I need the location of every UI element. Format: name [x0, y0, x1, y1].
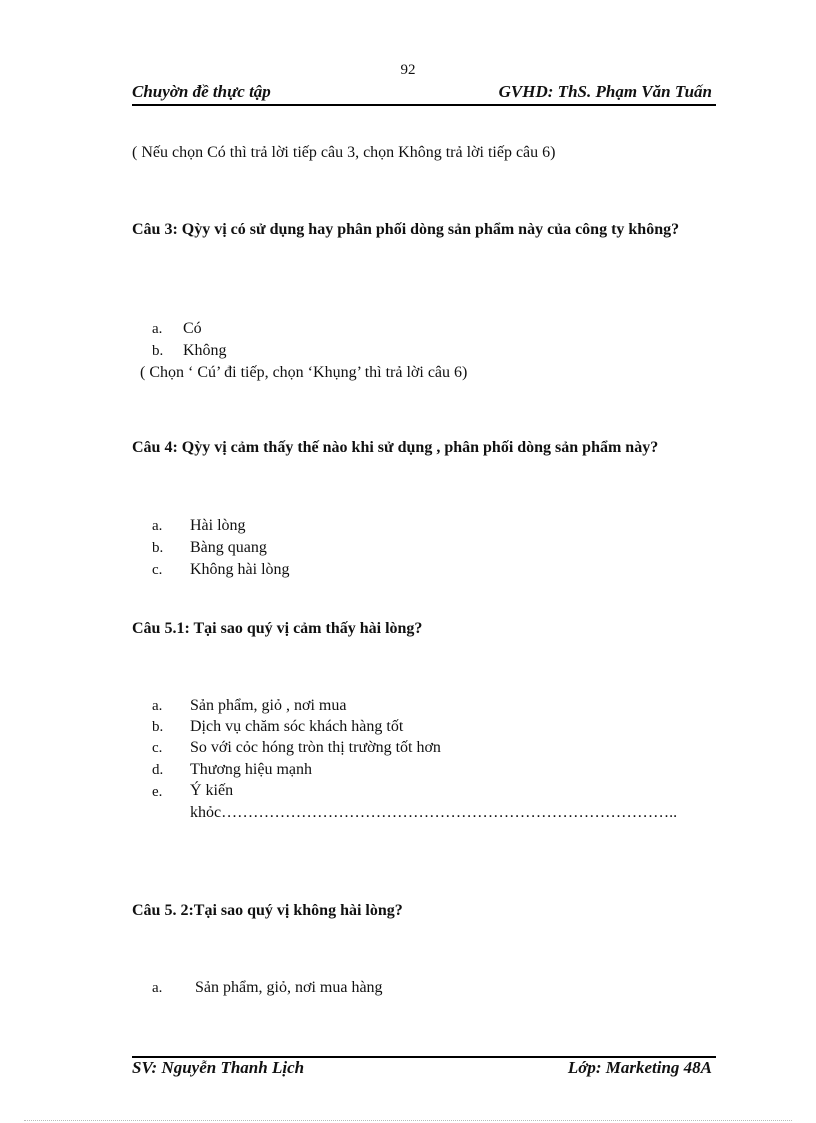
q4-option-text: Bàng quang [190, 539, 267, 556]
q4-option-letter: b. [152, 540, 164, 556]
footer-student: SV: Nguyễn Thanh Lịch [132, 1058, 305, 1077]
intro-note: ( Nếu chọn Có thì trả lời tiếp câu 3, chọn Không trả lời tiếp câu 6) [132, 144, 556, 161]
q4-option-text: Hài lòng [190, 517, 246, 534]
q51-option-text: So với cỏc hóng tròn thị trường tốt hơn [190, 739, 441, 756]
question-3-title: Câu 3: Qỳy vị có sử dụng hay phân phối dòng sản phẩm này của công ty không? [132, 221, 680, 238]
q51-option-text: Dịch vụ chăm sóc khách hàng tốt [190, 718, 404, 735]
q3-option-text: Có [183, 320, 202, 337]
footer-class: Lớp: Marketing 48A [567, 1058, 712, 1077]
q52-option-text: Sản phẩm, giỏ, nơi mua hàng [195, 979, 383, 996]
q4-option-text: Không hài lòng [190, 561, 290, 578]
q51-option-text: Sản phẩm, giỏ , nơi mua [190, 697, 347, 714]
page-number: 92 [400, 62, 416, 78]
q51-option-text: Thương hiệu mạnh [190, 761, 312, 778]
q51-other-answer-line: khỏc………………………………………………………………………….. [190, 804, 678, 821]
q51-option-text: Ý kiến [190, 782, 234, 799]
question-5-2-title: Câu 5. 2:Tại sao quý vị không hài lòng? [132, 902, 403, 919]
q51-option-letter: e. [152, 784, 163, 800]
q52-option-letter: a. [152, 980, 163, 996]
q51-option-letter: d. [152, 762, 164, 778]
header-rule [132, 104, 716, 106]
q3-option-text: Không [183, 342, 227, 359]
header-right-supervisor: GVHD: ThS. Phạm Văn Tuấn [498, 82, 712, 101]
q51-option-letter: b. [152, 719, 164, 735]
question-3-note: ( Chọn ‘ Cú’ đi tiếp, chọn ‘Khụng’ thì trả lời câu 6) [140, 364, 468, 381]
question-5-1-title: Câu 5.1: Tại sao quý vị cảm thấy hài lòng? [132, 620, 423, 637]
q3-option-letter: a. [152, 321, 163, 337]
q3-option-letter: b. [152, 343, 164, 359]
header-left-title: Chuyờn đề thực tập [132, 82, 271, 101]
q51-option-letter: c. [152, 740, 163, 756]
q51-option-letter: a. [152, 698, 163, 714]
q4-option-letter: c. [152, 562, 163, 578]
q4-option-letter: a. [152, 518, 163, 534]
question-4-title: Câu 4: Qỳy vị cảm thấy thế nào khi sử dụng , phân phối dòng sản phẩm này? [132, 439, 659, 456]
page-bottom-border [24, 1120, 792, 1121]
